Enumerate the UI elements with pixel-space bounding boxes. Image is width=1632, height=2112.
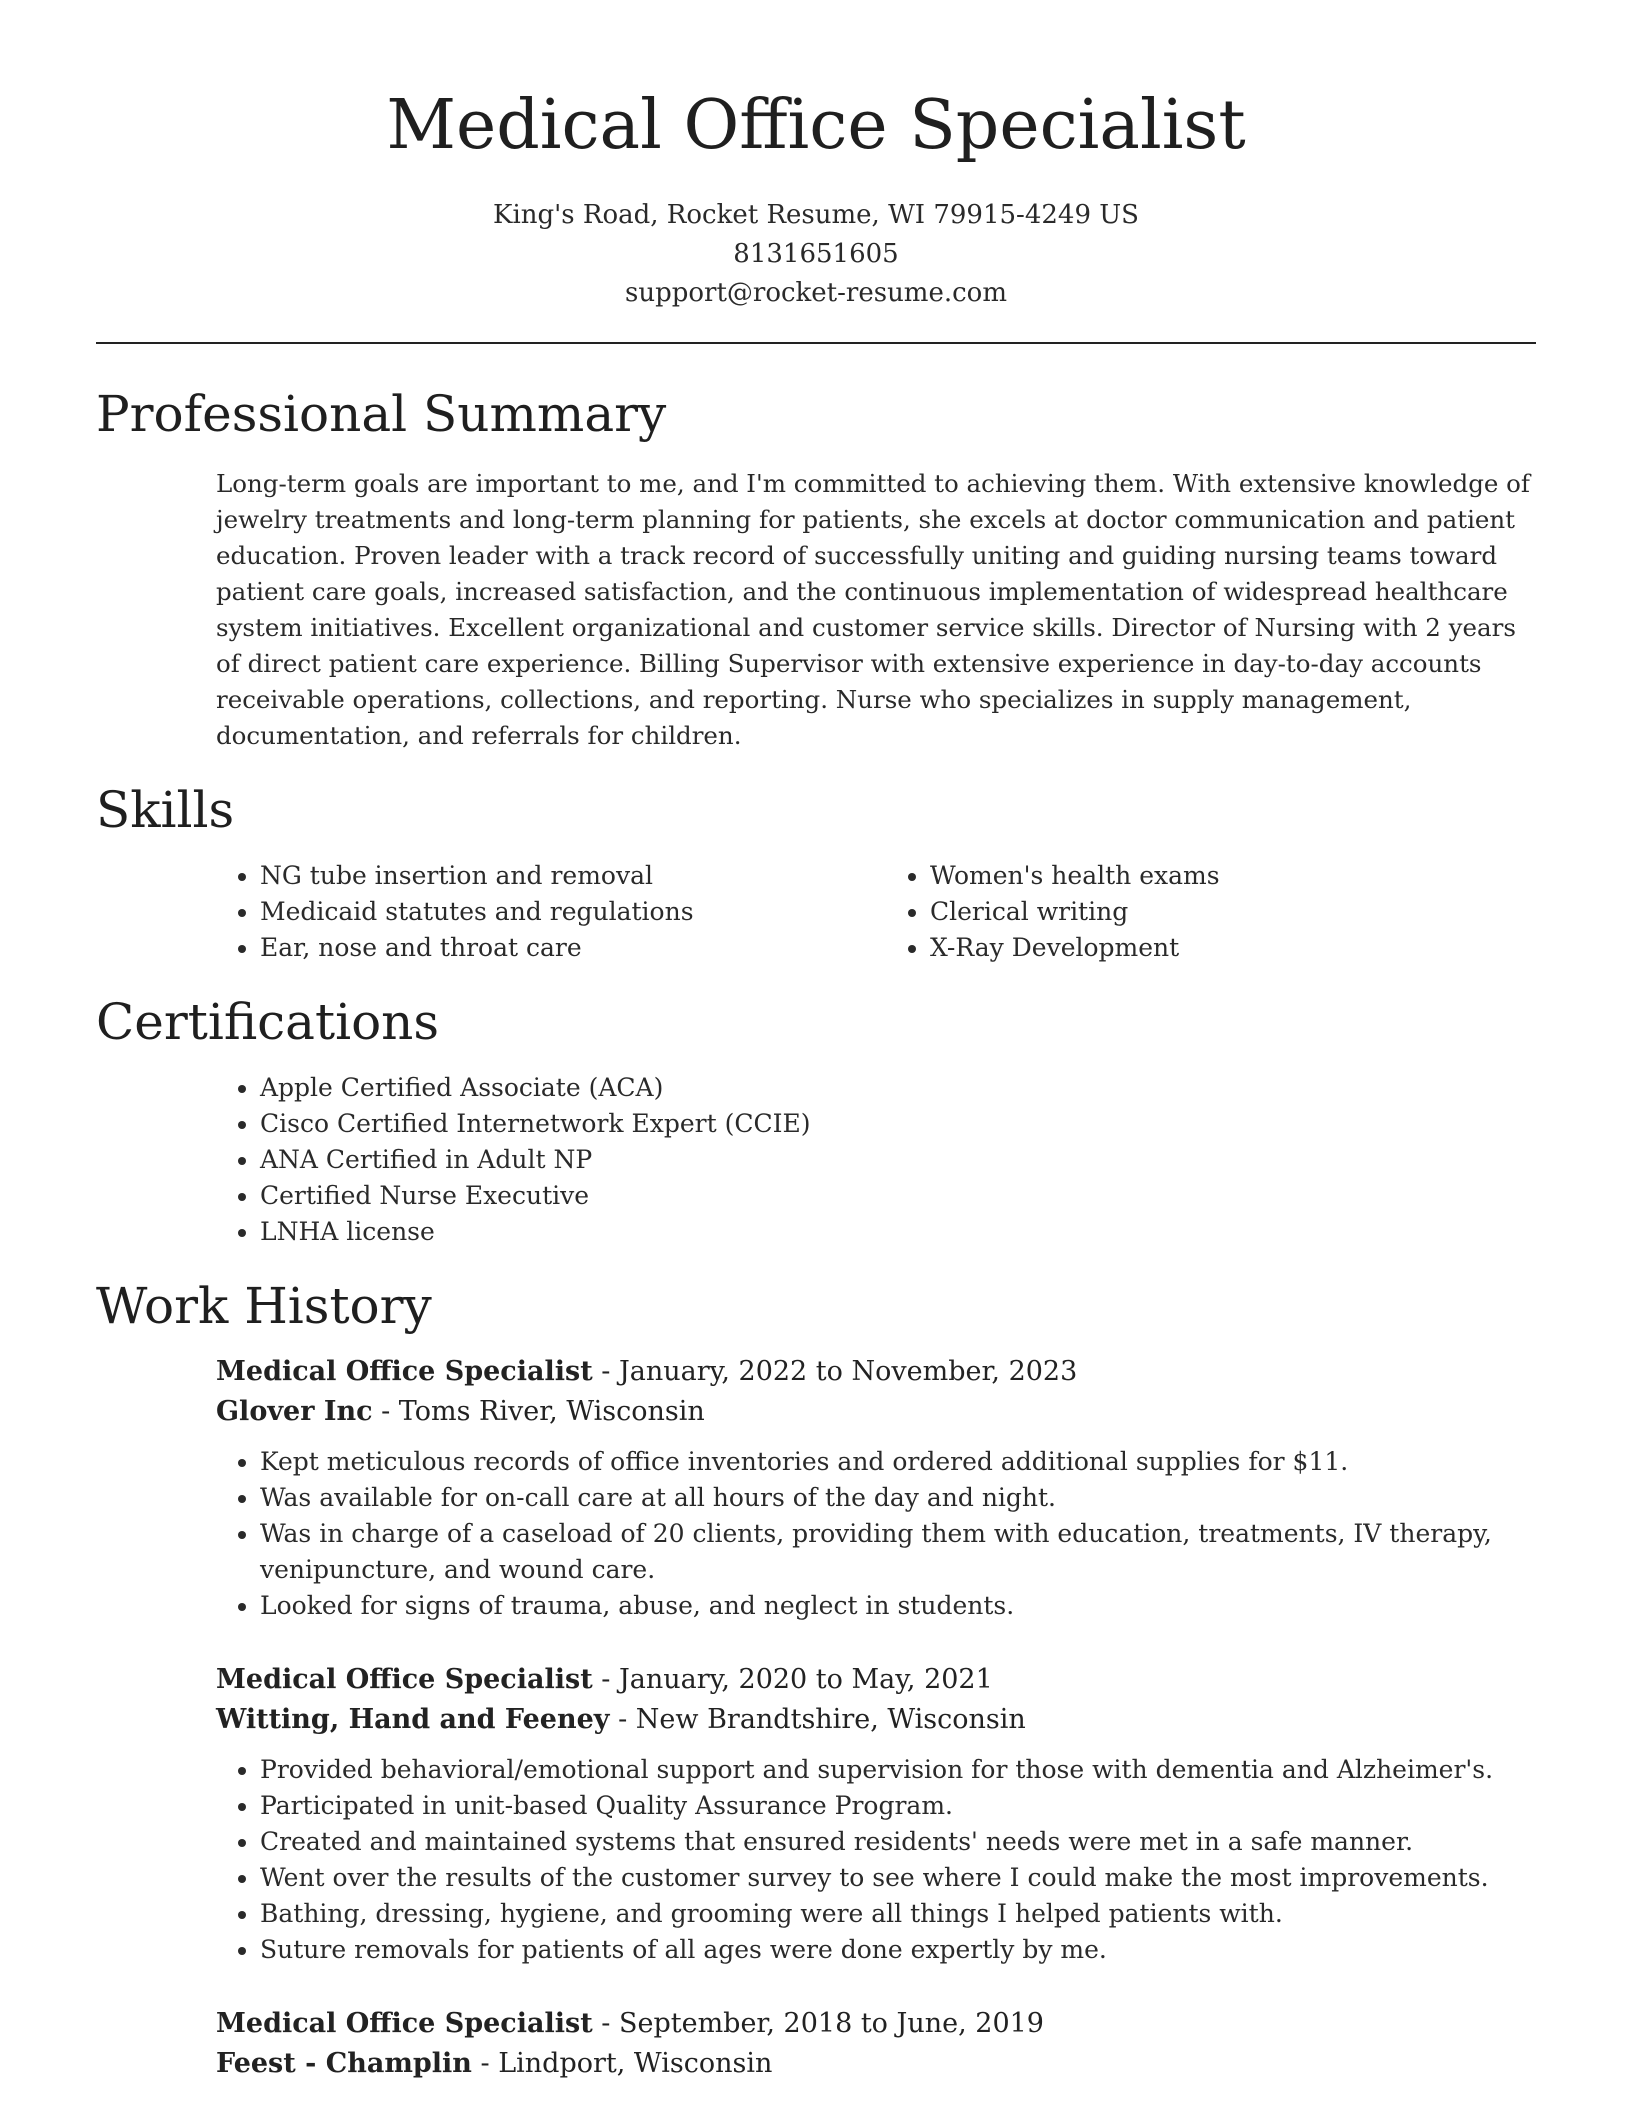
phone: 8131651605: [733, 239, 899, 269]
job-title: Medical Office Specialist: [216, 1356, 593, 1387]
job-entry: [216, 2004, 1536, 2084]
job-bullets: [216, 1444, 1536, 1624]
job-bullet: • Was in charge of a caseload of 20 clients, providing them with education, treatments, IV therapy, venipuncture, and wound care.: [260, 1516, 1536, 1588]
certification-item: • Cisco Certified Internetwork Expert (CCIE): [260, 1106, 1536, 1142]
skill-item: • Medicaid statutes and regulations: [260, 894, 866, 930]
skills-section: [96, 780, 1536, 966]
skill-item: • NG tube insertion and removal: [260, 858, 866, 894]
job-bullet: • Kept meticulous records of office inventories and ordered additional supplies for $11.: [260, 1444, 1536, 1480]
section-title: Professional Summary: [96, 385, 667, 443]
section-title: Work History: [96, 1277, 432, 1335]
certification-item: • Apple Certified Associate (ACA): [260, 1070, 1536, 1106]
job-entry: [216, 1660, 1536, 1968]
job-bullet: • Suture removals for patients of all ages were done expertly by me.: [260, 1932, 1536, 1968]
job-dates: - September, 2018 to June, 2019: [592, 2008, 1044, 2039]
section-title: Skills: [96, 781, 235, 839]
contact-block: [0, 196, 1632, 313]
job-bullet: • Was available for on-call care at all hours of the day and night.: [260, 1480, 1536, 1516]
skills-list-right: [866, 858, 1536, 966]
email: support@rocket-resume.com: [624, 278, 1007, 308]
skill-item: • Women's health exams: [930, 858, 1536, 894]
job-entry: [216, 1352, 1536, 1624]
professional-summary-section: [96, 384, 1536, 754]
job-bullet: • Created and maintained systems that ensured residents' needs were met in a safe manner.: [260, 1824, 1536, 1860]
header-divider: [96, 342, 1536, 344]
skill-item: • X-Ray Development: [930, 930, 1536, 966]
company-name: Feest - Champlin: [216, 2048, 472, 2079]
certification-item: • ANA Certified in Adult NP: [260, 1142, 1536, 1178]
certification-item: • Certified Nurse Executive: [260, 1178, 1536, 1214]
skills-list-left: [96, 858, 866, 966]
job-bullet: • Bathing, dressing, hygiene, and grooming were all things I helped patients with.: [260, 1896, 1536, 1932]
job-company-line: [216, 2044, 1536, 2084]
company-location: - Toms River, Wisconsin: [372, 1396, 705, 1427]
skill-item: • Clerical writing: [930, 894, 1536, 930]
job-company-line: [216, 1392, 1536, 1432]
company-name: Witting, Hand and Feeney: [216, 1704, 610, 1735]
certification-item: • LNHA license: [260, 1214, 1536, 1250]
job-title: Medical Office Specialist: [216, 2008, 593, 2039]
job-title-line: [216, 1660, 1536, 1700]
job-dates: - January, 2020 to May, 2021: [592, 1664, 993, 1695]
company-name: Glover Inc: [216, 1396, 373, 1427]
address: King's Road, Rocket Resume, WI 79915-4249 US: [493, 200, 1139, 230]
job-bullet: • Provided behavioral/emotional support and supervision for those with dementia and Alzheimer's.: [260, 1752, 1536, 1788]
company-location: - New Brandtshire, Wisconsin: [609, 1704, 1026, 1735]
job-bullet: • Looked for signs of trauma, abuse, and neglect in students.: [260, 1588, 1536, 1624]
job-bullet: • Participated in unit-based Quality Assurance Program.: [260, 1788, 1536, 1824]
job-title: Medical Office Specialist: [216, 1664, 593, 1695]
skill-item: • Ear, nose and throat care: [260, 930, 866, 966]
company-location: - Lindport, Wisconsin: [471, 2048, 773, 2079]
job-bullet: • Went over the results of the customer survey to see where I could make the most improvements.: [260, 1860, 1536, 1896]
skills-columns: [96, 858, 1536, 966]
resume-header: [0, 0, 1632, 313]
job-company-line: [216, 1700, 1536, 1740]
certifications-section: [96, 992, 1536, 1250]
job-title-line: [216, 2004, 1536, 2044]
section-title: Certifications: [96, 993, 440, 1051]
job-dates: - January, 2022 to November, 2023: [592, 1356, 1078, 1387]
work-history-section: [96, 1276, 1536, 1336]
job-bullets: [216, 1752, 1536, 1968]
candidate-name: Medical Office Specialist: [386, 86, 1246, 165]
job-title-line: [216, 1352, 1536, 1392]
certifications-list: [96, 1070, 1536, 1250]
summary-text: Long-term goals are important to me, and I'm committed to achieving them. With extensive knowledge of jewelry treatments and long-term planning for patients, she excels at doctor communication and patient education. Proven leader with a track record of successfully uniting and guiding nursing teams toward patient care goals, increased satisfaction, and the continuous implementation of widespread healthcare system initiatives. Excellent organizational and customer service skills. Director of Nursing with 2 years of direct patient care experience. Billing Supervisor with extensive experience in day-to-day accounts receivable operations, collections, and reporting. Nurse who specializes in supply management, documentation, and referrals for children.: [216, 469, 1530, 750]
